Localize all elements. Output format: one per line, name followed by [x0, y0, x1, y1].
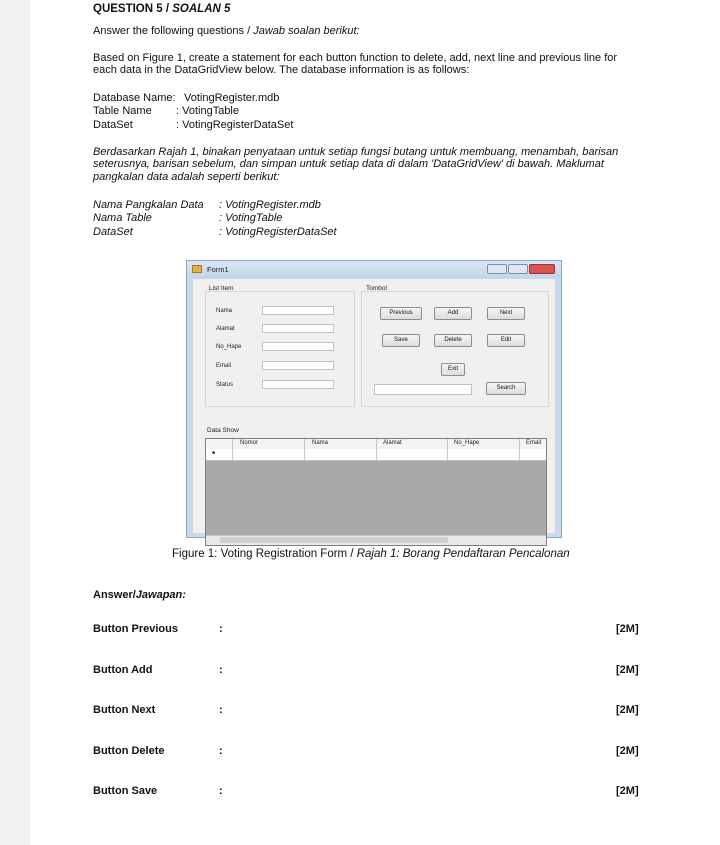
db-ms-value: : VotingRegisterDataSet: [219, 226, 337, 238]
group-data-show-label: Data Show: [207, 427, 239, 434]
window-title: Form1: [207, 265, 229, 274]
answer-marks: [2M]: [616, 623, 639, 635]
answer-label: Button Delete: [93, 745, 165, 757]
answer-row-add: [93, 664, 653, 678]
answer-marks: [2M]: [616, 704, 639, 716]
search-button: Search: [486, 382, 526, 395]
answer-marks: [2M]: [616, 664, 639, 676]
answer-row-delete: [93, 745, 653, 759]
db-en-value: VotingRegister.mdb: [184, 92, 280, 104]
textbox-nama: [262, 306, 334, 315]
col-nomor: Nomor: [240, 440, 259, 446]
grid-separator: [519, 439, 520, 460]
col-alamat: Alamat: [383, 440, 402, 446]
form-icon: [192, 265, 202, 273]
paragraph-ms-line2: seterusnya, barisan sebelum, dan simpan untuk setiap data di dalam 'DataGridView' di bawah. Maklumat: [93, 158, 604, 170]
edit-button: Edit: [487, 334, 525, 347]
paragraph-en-line2: each data in the DataGridView below. The database information is as follows:: [93, 64, 470, 76]
label-no-hape: No_Hape: [216, 344, 242, 350]
db-ms-value: : VotingTable: [219, 212, 283, 224]
group-tombol-label: Tombol: [366, 285, 387, 292]
group-list-item-label: List Item: [209, 285, 234, 292]
textbox-email: [262, 361, 334, 370]
paragraph-ms-line1: Berdasarkan Rajah 1, binakan penyataan untuk setiap fungsi butang untuk membuang, menambah, barisan: [93, 146, 619, 158]
previous-button: Previous: [380, 307, 422, 320]
db-ms-value: : VotingRegister.mdb: [219, 199, 321, 211]
grid-separator: [304, 439, 305, 460]
grid-horizontal-scrollbar: [206, 535, 546, 545]
answer-label: Button Next: [93, 704, 156, 716]
db-en-key: Table Name: [93, 105, 152, 117]
db-en-value: : VotingRegisterDataSet: [176, 119, 294, 131]
window-titlebar: [187, 261, 561, 278]
instruction-line: Answer the following questions / Jawab soalan berikut:: [93, 25, 360, 37]
add-button: Add: [434, 307, 472, 320]
answer-heading: Answer/Jawapan:: [93, 589, 186, 601]
answer-row-next: [93, 704, 653, 718]
save-button: Save: [382, 334, 420, 347]
grid-separator: [232, 439, 233, 460]
answer-label: Button Save: [93, 785, 158, 797]
textbox-no-hape: [262, 342, 334, 351]
new-row-marker: *: [212, 450, 216, 459]
answer-colon: :: [219, 785, 223, 797]
db-en-key: Database Name:: [93, 92, 176, 104]
db-ms-key: Nama Table: [93, 212, 152, 224]
form-client-area: [193, 279, 555, 533]
search-input: [374, 384, 472, 395]
textbox-alamat: [262, 324, 334, 333]
textbox-status: [262, 380, 334, 389]
answer-colon: :: [219, 623, 223, 635]
answer-colon: :: [219, 745, 223, 757]
form1-window-figure: [186, 260, 562, 538]
next-button: Next: [487, 307, 525, 320]
exit-button: Exit: [441, 363, 465, 376]
delete-button: Delete: [434, 334, 472, 347]
col-no-hape: No_Hape: [454, 440, 480, 446]
label-nama: Nama: [216, 308, 233, 314]
db-en-key: DataSet: [93, 119, 133, 131]
db-en-value: : VotingTable: [176, 105, 239, 117]
maximize-icon: [508, 264, 528, 274]
grid-separator: [376, 439, 377, 460]
label-email: Email: [216, 363, 232, 369]
answer-marks: [2M]: [616, 745, 639, 757]
minimize-icon: [487, 264, 507, 274]
datagridview: [205, 438, 547, 546]
grid-separator: [447, 439, 448, 460]
col-nama: Nama: [312, 440, 329, 446]
answer-marks: [2M]: [616, 785, 639, 797]
answer-label: Button Add: [93, 664, 153, 676]
label-status: Status: [216, 382, 234, 388]
label-alamat: Alamat: [216, 326, 235, 332]
figure-caption: Figure 1: Voting Registration Form / Rajah 1: Borang Pendaftaran Pencalonan: [172, 548, 570, 560]
answer-label: Button Previous: [93, 623, 178, 635]
col-email: Email: [526, 440, 542, 446]
scroll-thumb: [220, 537, 448, 543]
answer-row-save: [93, 785, 653, 799]
answer-colon: :: [219, 664, 223, 676]
paragraph-ms-line3: pangkalan data adalah seperti berikut:: [93, 171, 280, 183]
paragraph-en-line1: Based on Figure 1, create a statement for each button function to delete, add, next line and previous line for: [93, 52, 618, 64]
close-icon: [529, 264, 555, 274]
db-ms-key: Nama Pangkalan Data: [93, 199, 204, 211]
answer-row-previous: [93, 623, 653, 637]
answer-colon: :: [219, 704, 223, 716]
db-ms-key: DataSet: [93, 226, 133, 238]
question-title: QUESTION 5 / SOALAN 5: [93, 3, 231, 15]
